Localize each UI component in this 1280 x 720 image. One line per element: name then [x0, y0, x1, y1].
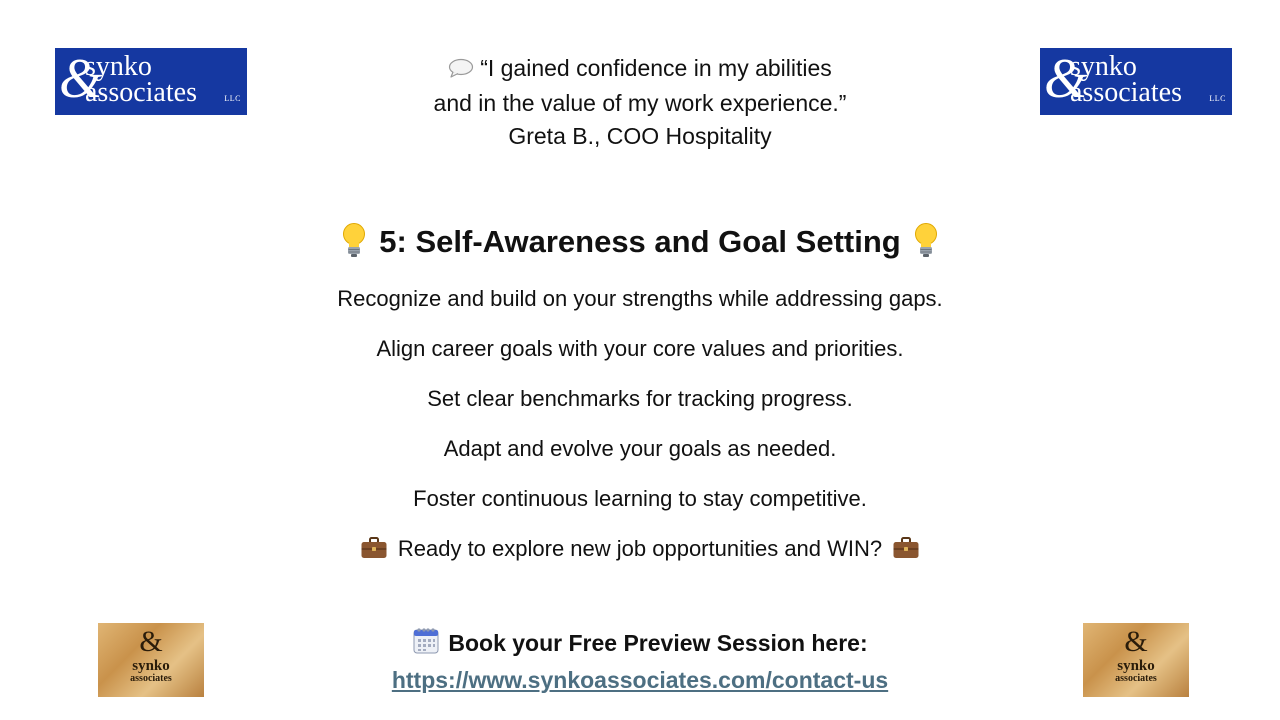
synko-logo-top-left: & synko associates LLC — [55, 48, 247, 115]
list-item: Foster continuous learning to stay competitive. — [413, 486, 867, 511]
calendar-icon — [412, 627, 440, 664]
list-item: Align career goals with your core values and priorities. — [376, 336, 904, 361]
speech-bubble-icon — [448, 54, 474, 87]
quote-author: Greta B., COO Hospitality — [508, 123, 772, 149]
briefcase-icon — [360, 536, 388, 569]
benefit-list — [240, 283, 1040, 583]
quote-line-1: “I gained confidence in my abilities — [340, 52, 940, 87]
section-heading — [240, 220, 1040, 270]
briefcase-icon — [892, 536, 920, 569]
call-to-action-line: Ready to explore new job opportunities and WIN? — [240, 533, 1040, 583]
heading-text: 5: Self-Awareness and Goal Setting — [379, 224, 901, 259]
synko-logo-bottom-right: & synko associates — [1083, 623, 1189, 697]
booking-label: Book your Free Preview Session here: — [448, 630, 868, 656]
testimonial-quote — [340, 52, 940, 153]
synko-logo-top-right: & synko associates LLC — [1040, 48, 1232, 115]
lightbulb-icon — [913, 222, 939, 270]
booking-label-line — [412, 630, 867, 656]
quote-line-2: and in the value of my work experience.” — [433, 90, 847, 116]
contact-link[interactable]: https://www.synkoassociates.com/contact-us — [391, 667, 889, 693]
synko-logo-bottom-left: & synko associates — [98, 623, 204, 697]
booking-section — [300, 627, 980, 697]
list-item: Adapt and evolve your goals as needed. — [443, 436, 837, 461]
lightbulb-icon — [341, 222, 367, 270]
list-item: Set clear benchmarks for tracking progress. — [427, 386, 853, 411]
list-item: Recognize and build on your strengths while addressing gaps. — [337, 286, 943, 311]
